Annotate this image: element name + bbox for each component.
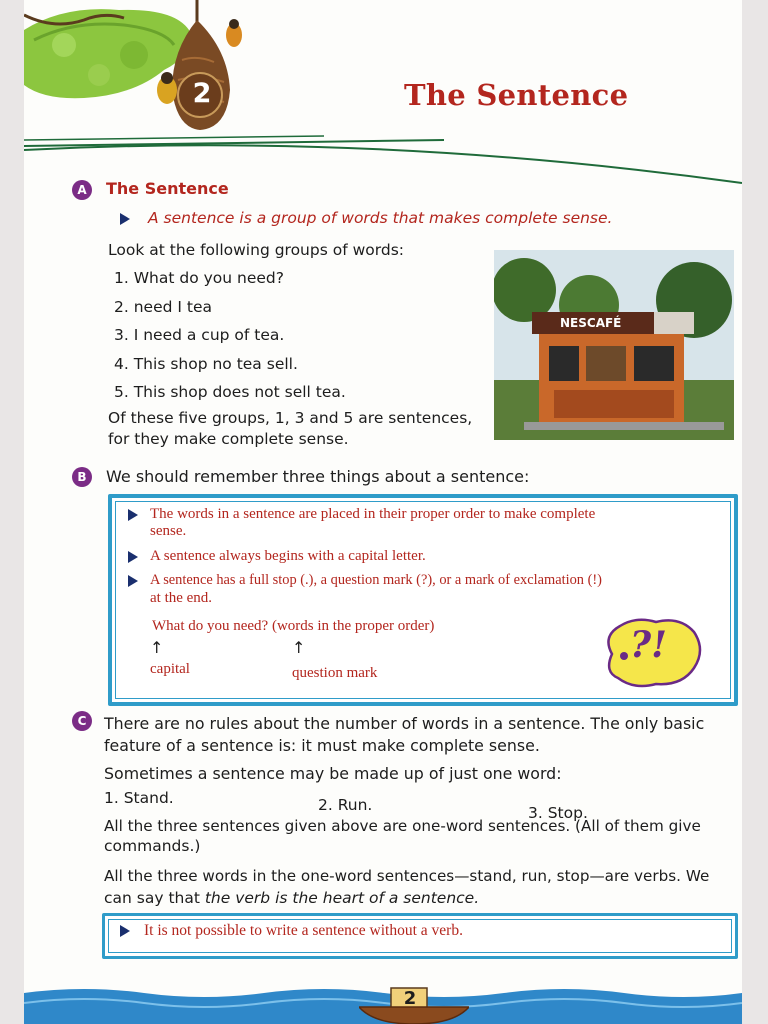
triangle-bullet-icon [120,925,130,937]
chapter-title: The Sentence [404,78,629,112]
sample-sentence: What do you need? (words in the proper order) [152,618,435,634]
rule-order-line1: The words in a sentence are placed in their proper order to make complete [150,506,596,522]
chapter-number: 2 [192,78,212,109]
tea-shop-photo [494,250,734,440]
para-commands-line1: All the three sentences given above are one-word sentences. (All of them give [104,817,701,835]
para-verbs-plain: can say that [104,889,205,907]
example-item: 4. This shop no tea sell. [114,355,298,373]
section-a-title: The Sentence [106,179,229,198]
section-b-icon: B [72,467,92,487]
para-rules-line2: feature of a sentence is: it must make complete sense. [104,736,540,755]
conclusion-line: Of these five groups, 1, 3 and 5 are sentences, [108,409,473,427]
rule-punctuation-line1: A sentence has a full stop (.), a question mark (?), or a mark of exclamation (!) [150,572,602,588]
label-question-mark: question mark [292,665,378,681]
section-c-icon: C [72,711,92,731]
note-text: It is not possible to write a sentence without a verb. [144,922,463,939]
bubble-text: ?! [630,624,667,666]
triangle-bullet-icon [128,575,138,587]
rule-punctuation-line2: at the end. [150,590,213,606]
one-word-example: 3. Stop. [528,804,588,822]
example-item: 5. This shop does not sell tea. [114,383,346,401]
example-item: 1. What do you need? [114,269,284,287]
examples-intro: Look at the following groups of words: [108,241,404,259]
textbook-page [24,0,742,1024]
label-capital: capital [150,661,190,677]
up-arrow-icon: ↑ [150,638,164,657]
para-rules-line1: There are no rules about the number of words in a sentence. The only basic [104,714,705,733]
one-word-example: 1. Stand. [104,789,174,807]
example-item: 3. I need a cup of tea. [114,326,285,344]
para-verbs-line2 [104,888,479,908]
example-item: 2. need I tea [114,298,212,316]
triangle-bullet-icon [128,509,138,521]
sentence-definition: A sentence is a group of words that makes complete sense. [148,209,613,227]
triangle-bullet-icon [120,213,130,225]
para-verbs-line1: All the three words in the one-word sentences—stand, run, stop—are verbs. We [104,867,710,885]
section-a-icon: A [72,180,92,200]
page-number: 2 [403,988,417,1009]
para-verbs-italic: the verb is the heart of a sentence. [204,889,480,907]
conclusion-line: for they make complete sense. [108,430,349,448]
para-commands-line2: commands.) [104,837,201,855]
triangle-bullet-icon [128,551,138,563]
rule-capital: A sentence always begins with a capital letter. [150,548,426,564]
bird-nest-chapter-badge [142,0,242,135]
nescafe-sign: NESCAFÉ [560,316,622,330]
para-one-word: Sometimes a sentence may be made up of just one word: [104,764,562,783]
one-word-example: 2. Run. [318,796,373,814]
section-b-intro: We should remember three things about a sentence: [106,467,530,486]
rule-order-line2: sense. [150,523,187,539]
up-arrow-icon: ↑ [292,638,306,657]
